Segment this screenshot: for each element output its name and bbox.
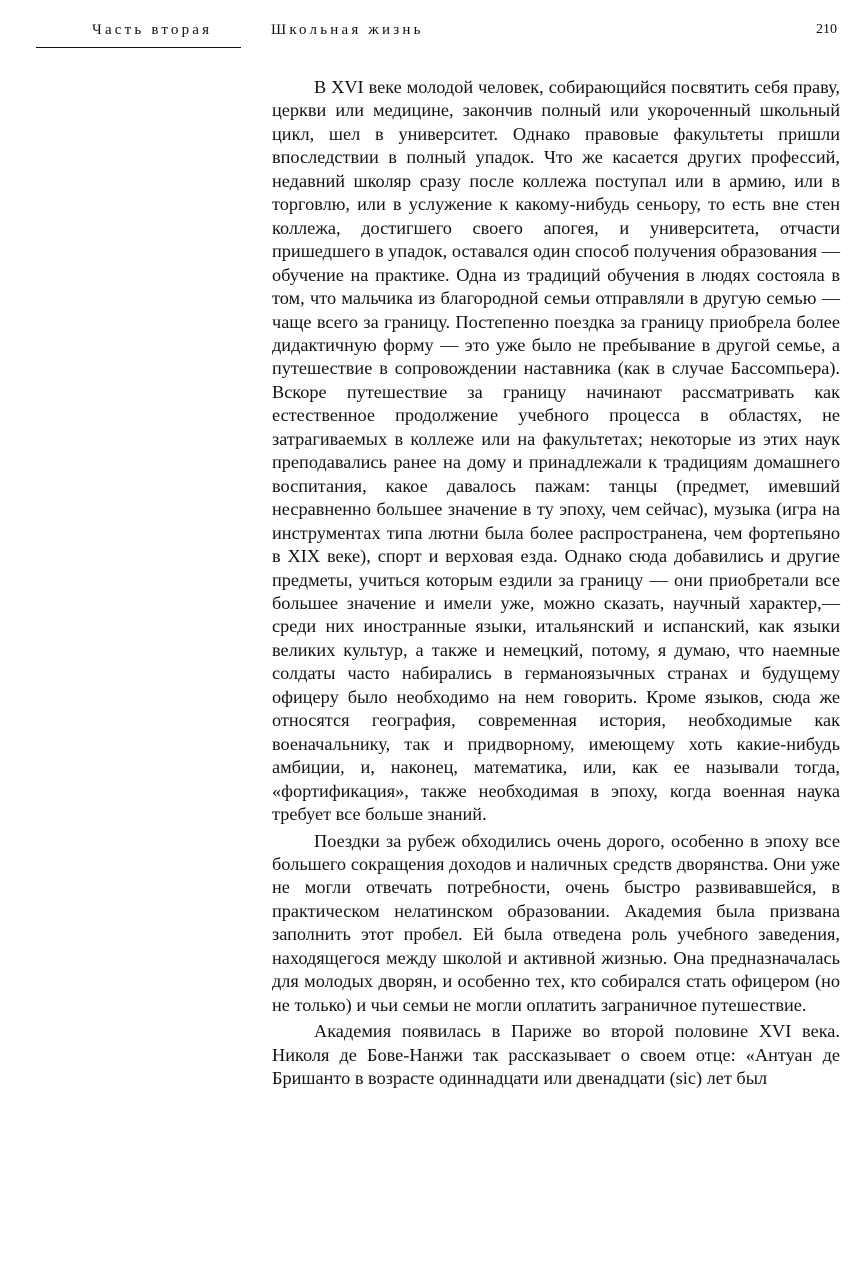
- paragraph-2: Поездки за рубеж обходились очень дорого, особенно в эпоху все большего сокращения доходов и наличных средств дворянства. Они уже не могли отвечать потребности, очень быстро развивавшейся, в практическом нелатинском образовании. Академия была призвана заполнить этот пробел. Ей была отведена роль учебного заведения, находящегося между школой и активной жизнью. Она предназначалась для молодых дворян, и особенно тех, кто собирался стать офицером (но не только) и чьи семьи не могли оплатить заграничное путешествие.: [272, 830, 840, 1015]
- running-header: [0, 22, 856, 52]
- page-number: 210: [816, 22, 837, 37]
- running-header-part: Часть вторая: [92, 22, 213, 38]
- running-header-chapter: Школьная жизнь: [271, 22, 424, 38]
- page-body: [272, 76, 840, 1090]
- paragraph-1: В XVI веке молодой человек, собирающийся посвятить себя праву, церкви или медицине, закончив полный или укороченный школьный цикл, шел в университет. Однако правовые факультеты пришли впоследствии в полный упадок. Что же касается других профессий, недавний школяр сразу после коллежа поступал или в армию, или в торговлю, или в услужение к какому-нибудь сеньору, то есть вне стен коллежа, достигшего своего апогея, и университета, отчасти пришедшего в упадок, оставался один способ получения образования — обучение на практике. Одна из традиций обучения в людях состояла в том, что мальчика из благородной семьи отправляли в другую семью — чаще всего за границу. Постепенно поездка за границу приобрела более дидактичную форму — это уже было не пребывание в другой семье, а путешествие в сопровождении наставника (как в случае Бассомпьера). Вскоре путешествие за границу начинают рассматривать как естественное продолжение учебного процесса в областях, не затрагиваемых в коллеже или на факультетах; некоторые из этих наук преподавались ранее на дому и принадлежали к традициям домашнего воспитания, какое давалось пажам: танцы (предмет, имевший несравненно большее значение в ту эпоху, чем сейчас), музыка (игра на инструментах типа лютни была более распространена, чем фортепьяно в XIX веке), спорт и верховая езда. Однако сюда добавились и другие предметы, учиться которым ездили за границу — они приобретали все большее значение и имели уже, можно сказать, научный характер,— среди них иностранные языки, итальянский и испанский, как языки великих культур, а также и немецкий, потому, я думаю, что наемные солдаты часто набирались в германоязычных странах и будущему офицеру было необходимо на нем говорить. Кроме языков, сюда же относятся география, современная история, необходимые как военачальнику, так и придворному, имеющему хоть какие-нибудь амбиции, и, наконец, математика, или, как ее называли тогда, «фортификация», также необходимая в эпоху, когда военная наука требует все больше знаний.: [272, 77, 840, 825]
- header-rule: [36, 47, 241, 48]
- paragraph-3: Академия появилась в Париже во второй половине XVI века. Николя де Бове-Нанжи так рассказывает о своем отце: «Антуан де Бришанто в возрасте одиннадцати или двенадцати (sic) лет был: [272, 1021, 840, 1089]
